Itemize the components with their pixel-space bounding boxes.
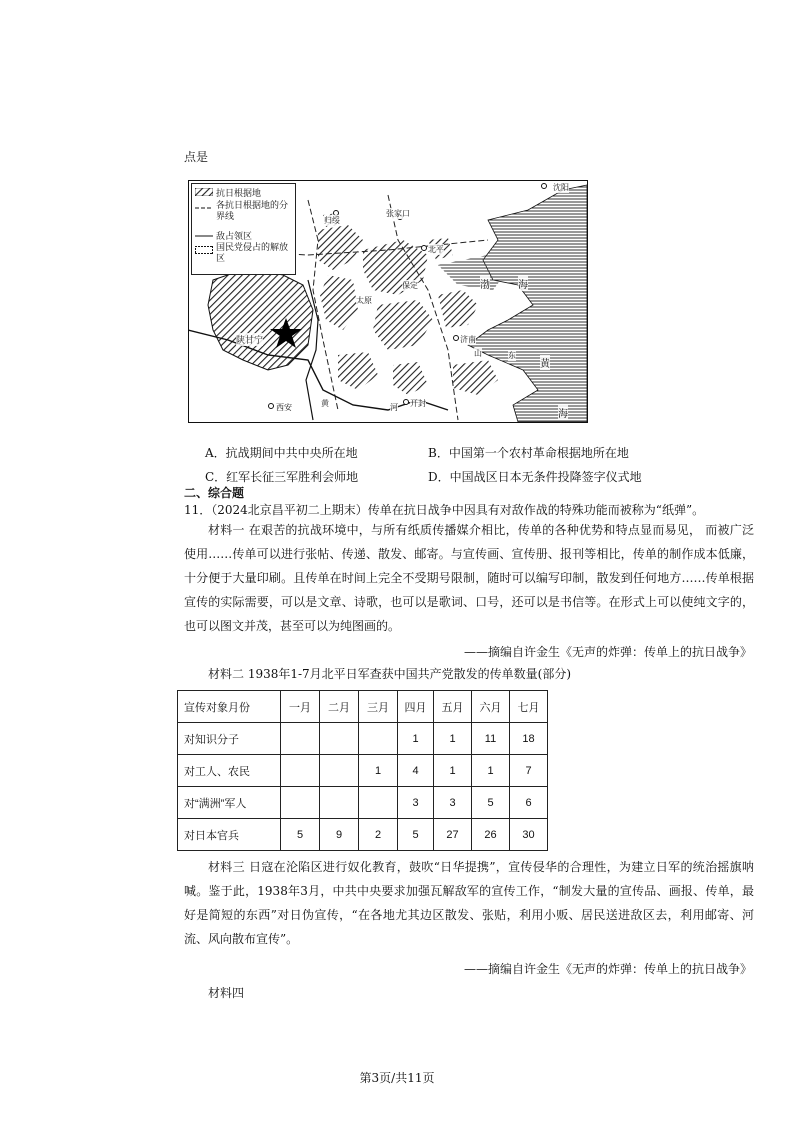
table-cell: 27 <box>434 819 472 851</box>
table-cell: 1 <box>472 755 510 787</box>
table-cell: 26 <box>472 819 510 851</box>
table-row <box>178 787 548 819</box>
material-2-title: 材料二 1938年1-7月北平日军查获中国共产党散发的传单数量(部分) <box>208 667 572 681</box>
map-label-beiping: 北平 <box>428 245 444 254</box>
table-cell <box>320 787 359 819</box>
map-label-kaifeng: 开封 <box>410 399 426 408</box>
table-cell: 对工人、农民 <box>178 755 281 787</box>
table-cell: 1 <box>398 723 434 755</box>
material-1: 材料一 在艰苦的抗战环境中，与所有纸质传播媒介相比，传单的各种优势和特点显而易见， 而被广泛使用……传单可以进行张帖、传递、散发、邮寄。与宣传画、宣传册、报刊等相比，传单的制作成本低廉，十分便于大量印刷。且传单在时间上完全不受期号限制，随时可以编写印制，散发到任何地方……传单根据宣传的实际需要，可以是文章、诗歌，也可以是歌词、口号，还可以是书信等。在形式上可以使纯文字的，也可以图文并茂，甚至可以为纯图画的。 <box>184 523 754 633</box>
source-1: ——摘编自许金生《无声的炸弹：传单上的抗日战争》 <box>463 645 752 659</box>
table-header-cell: 七月 <box>510 691 548 723</box>
legend-kmt-area: 国民党侵占的解放区 <box>216 242 289 263</box>
table-cell: 1 <box>434 723 472 755</box>
map-label-dong: 东 <box>508 351 516 360</box>
table-cell: 7 <box>510 755 548 787</box>
legend-kmt-icon <box>195 246 213 254</box>
table-cell: 3 <box>398 787 434 819</box>
table-cell <box>281 723 320 755</box>
table-header-row <box>178 691 548 723</box>
table-cell: 1 <box>434 755 472 787</box>
table-cell: 对知识分子 <box>178 723 281 755</box>
map-label-shaanganning: 陕甘宁 <box>236 335 264 345</box>
intro-text: 点是 <box>184 150 209 164</box>
option-a: A．抗战期间中共中央所在地 <box>205 446 358 460</box>
table-header-cell: 六月 <box>472 691 510 723</box>
table-cell: 4 <box>398 755 434 787</box>
table-cell <box>281 755 320 787</box>
map-label-he: 河 <box>390 403 398 412</box>
table-cell: 11 <box>472 723 510 755</box>
table-row <box>178 819 548 851</box>
table-cell: 30 <box>510 819 548 851</box>
table-cell: 5 <box>472 787 510 819</box>
table-cell: 6 <box>510 787 548 819</box>
map-label-guisui: 归绥 <box>324 216 340 225</box>
legend-boundary: 各抗日根据地的分界线 <box>216 200 289 221</box>
map-label-huang: 黄 <box>540 355 550 370</box>
leaflet-table <box>177 690 548 851</box>
map-label-baoding: 保定 <box>402 281 418 290</box>
table-cell <box>359 787 398 819</box>
map-legend <box>191 183 296 275</box>
legend-line-icon <box>195 234 213 238</box>
option-d: D．中国战区日本无条件投降签字仪式地 <box>428 470 642 484</box>
table-cell: 5 <box>398 819 434 851</box>
section-title: 二、综合题 <box>184 486 245 500</box>
table-header-cell: 四月 <box>398 691 434 723</box>
table-cell <box>281 787 320 819</box>
table-header-cell: 三月 <box>359 691 398 723</box>
map-label-taiyuan: 太原 <box>356 296 372 305</box>
table-row <box>178 723 548 755</box>
legend-dash-icon <box>195 206 213 210</box>
table-header-cell: 宣传对象月份 <box>178 691 281 723</box>
option-b: B．中国第一个农村革命根据地所在地 <box>428 446 629 460</box>
source-3: ——摘编自许金生《无声的炸弹：传单上的抗日战争》 <box>463 962 752 976</box>
legend-occupied: 敌占领区 <box>216 231 253 241</box>
table-header-cell: 一月 <box>281 691 320 723</box>
map-label-bohai-1: 渤 <box>480 276 490 291</box>
question-11: 11．（2024北京昌平初二上期末）传单在抗日战争中因具有对敌作战的特殊功能而被称为“纸弹”。 <box>184 503 705 517</box>
table-cell: 5 <box>281 819 320 851</box>
legend-base-area: 抗日根据地 <box>216 188 262 198</box>
table-header-cell: 二月 <box>320 691 359 723</box>
map-label-jinan: 济南 <box>460 335 476 344</box>
table-cell: 3 <box>434 787 472 819</box>
map-label-shan: 山 <box>474 349 482 358</box>
material-4: 材料四 <box>208 986 245 1000</box>
map-label-huang-river: 黄 <box>321 399 329 408</box>
map-label-bohai-2: 海 <box>518 276 528 291</box>
table-cell: 对“满洲”军人 <box>178 787 281 819</box>
map-label-hai: 海 <box>558 405 568 420</box>
table-cell <box>320 755 359 787</box>
page-footer: 第3页/共11页 <box>359 1071 435 1085</box>
table-cell <box>359 723 398 755</box>
table-cell: 2 <box>359 819 398 851</box>
table-cell: 18 <box>510 723 548 755</box>
table-cell: 对日本官兵 <box>178 819 281 851</box>
material-3: 材料三 日寇在沦陷区进行奴化教育，鼓吹“日华提携”，宣传侵华的合理性，为建立日军的统治摇旗呐喊。鉴于此，1938年3月，中共中央要求加强瓦解敌军的宣传工作，“制发大量的宣传品、画报、传单，最好是简短的东西”对日伪宣传，“在各地尤其边区散发、张贴，利用小贩、居民送进敌区去，利用邮寄、河流、风向散布宣传”。 <box>184 860 754 946</box>
table-cell: 1 <box>359 755 398 787</box>
map-label-zhangjiakou: 张家口 <box>386 209 410 218</box>
map-label-xian: 西安 <box>276 403 292 412</box>
legend-hatch-icon <box>195 188 213 196</box>
map-label-shenyang: 沈阳 <box>553 183 569 192</box>
table-cell: 9 <box>320 819 359 851</box>
table-cell <box>320 723 359 755</box>
option-c: C．红军长征三军胜利会师地 <box>205 470 359 484</box>
table-row <box>178 755 548 787</box>
table-header-cell: 五月 <box>434 691 472 723</box>
